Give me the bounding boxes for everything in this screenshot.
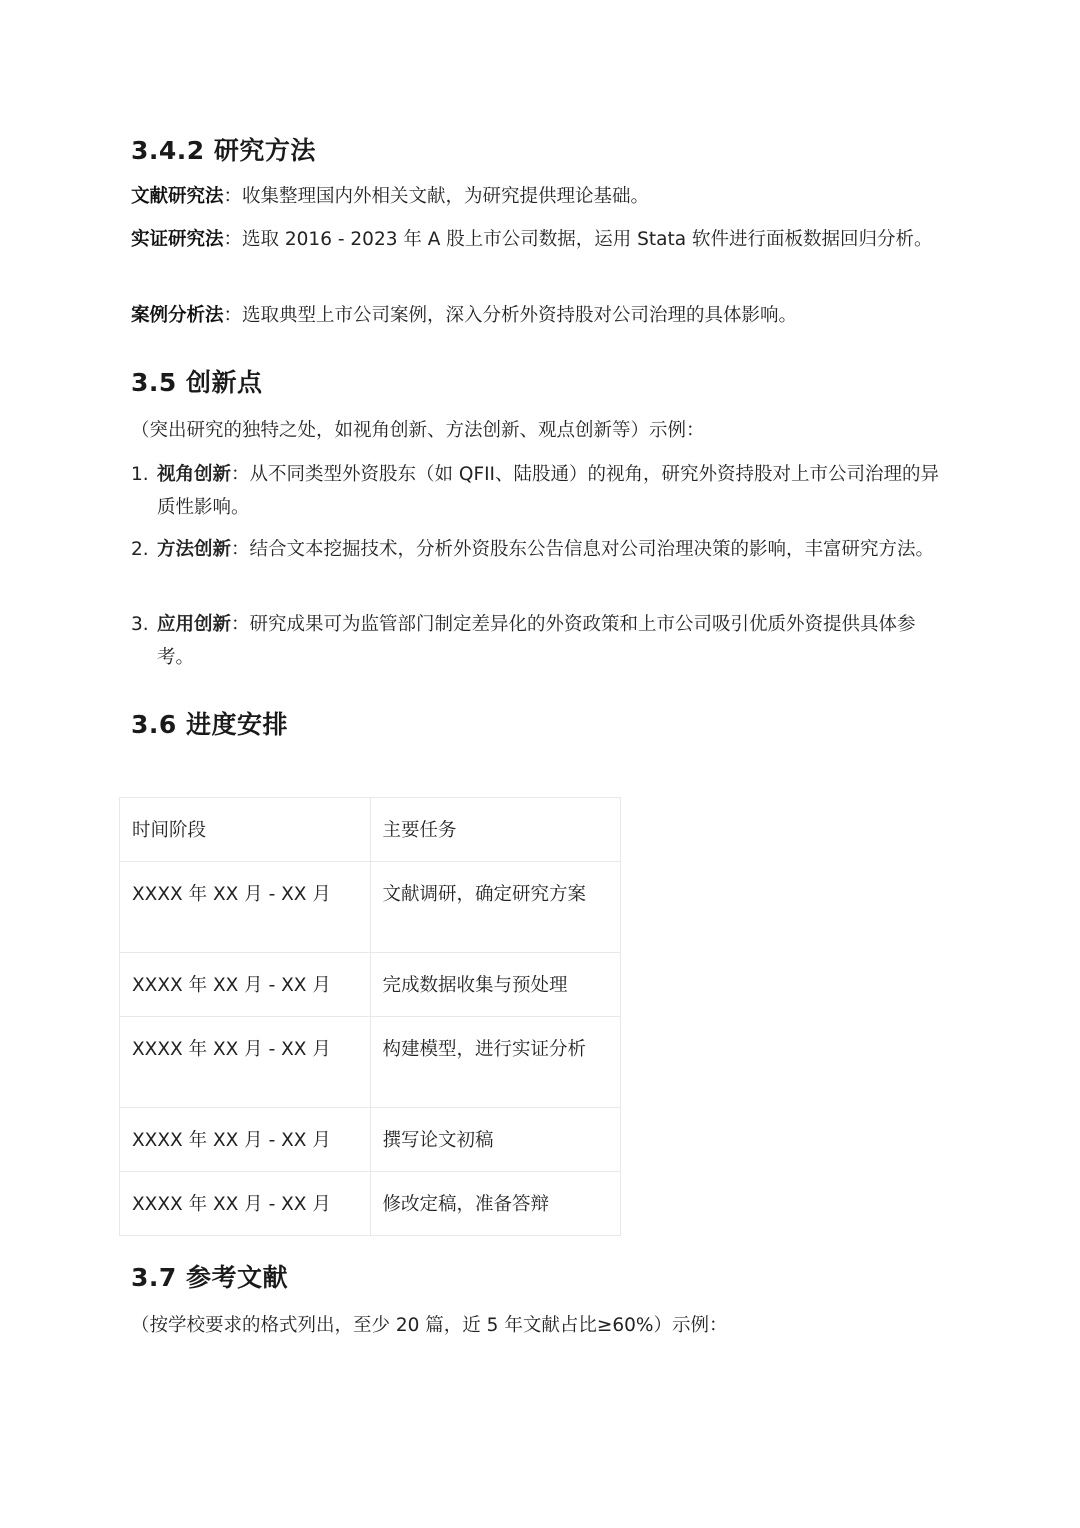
method-text: ：选取 2016 - 2023 年 A 股上市公司数据，运用 Stata 软件进行面板数据回归分析。 (223, 229, 933, 250)
method-label: 案例分析法 (131, 305, 224, 326)
table-header-cell: 时间阶段 (120, 798, 371, 862)
innovation-label: 方法创新 (157, 539, 232, 560)
heading-research-methods: 3.4.2 研究方法 (131, 136, 316, 165)
table-cell-task: 撰写论文初稿 (370, 1108, 620, 1172)
method-label: 实证研究法 (131, 229, 224, 250)
references-intro: （按学校要求的格式列出，至少 20 篇，近 5 年文献占比≥60%）示例： (131, 1315, 728, 1336)
list-number: 2. (131, 539, 149, 560)
innovation-text: ：结合文本挖掘技术，分析外资股东公告信息对公司治理决策的影响，丰富研究方法。 (231, 539, 935, 560)
table-cell-task: 构建模型，进行实证分析 (370, 1017, 620, 1108)
innovation-label: 应用创新 (157, 614, 232, 635)
heading-references: 3.7 参考文献 (131, 1263, 288, 1292)
table-row (120, 862, 621, 953)
schedule-table (119, 797, 621, 1236)
method-literature (131, 180, 941, 213)
table-row (120, 1172, 621, 1236)
list-number: 1. (131, 464, 149, 485)
table-row (120, 1017, 621, 1108)
innovation-item-method (131, 533, 943, 566)
table-cell-task: 完成数据收集与预处理 (370, 953, 620, 1017)
list-number: 3. (131, 614, 149, 635)
table-cell-period: XXXX 年 XX 月 - XX 月 (120, 1108, 371, 1172)
method-text: ：收集整理国内外相关文献，为研究提供理论基础。 (223, 186, 650, 207)
method-case (131, 299, 941, 332)
innovation-label: 视角创新 (157, 464, 232, 485)
innovation-text: ：研究成果可为监管部门制定差异化的外资政策和上市公司吸引优质外资提供具体参考。 (157, 614, 916, 668)
innovation-text: ：从不同类型外资股东（如 QFII、陆股通）的视角，研究外资持股对上市公司治理的异质性影响。 (157, 464, 940, 518)
table-cell-period: XXXX 年 XX 月 - XX 月 (120, 1172, 371, 1236)
innovation-item-application (131, 608, 943, 674)
innovation-item-perspective (131, 458, 943, 524)
method-empirical (131, 223, 941, 256)
innovation-intro: （突出研究的独特之处，如视角创新、方法创新、观点创新等）示例： (131, 420, 705, 441)
table-header-row (120, 798, 621, 862)
method-text: ：选取典型上市公司案例，深入分析外资持股对公司治理的具体影响。 (223, 305, 798, 326)
table-cell-task: 文献调研，确定研究方案 (370, 862, 620, 953)
table-cell-period: XXXX 年 XX 月 - XX 月 (120, 953, 371, 1017)
heading-innovation: 3.5 创新点 (131, 368, 263, 397)
table-cell-period: XXXX 年 XX 月 - XX 月 (120, 862, 371, 953)
table-cell-task: 修改定稿，准备答辩 (370, 1172, 620, 1236)
table-row (120, 1108, 621, 1172)
heading-schedule: 3.6 进度安排 (131, 710, 288, 739)
table-cell-period: XXXX 年 XX 月 - XX 月 (120, 1017, 371, 1108)
table-header-cell: 主要任务 (370, 798, 620, 862)
method-label: 文献研究法 (131, 186, 224, 207)
table-row (120, 953, 621, 1017)
